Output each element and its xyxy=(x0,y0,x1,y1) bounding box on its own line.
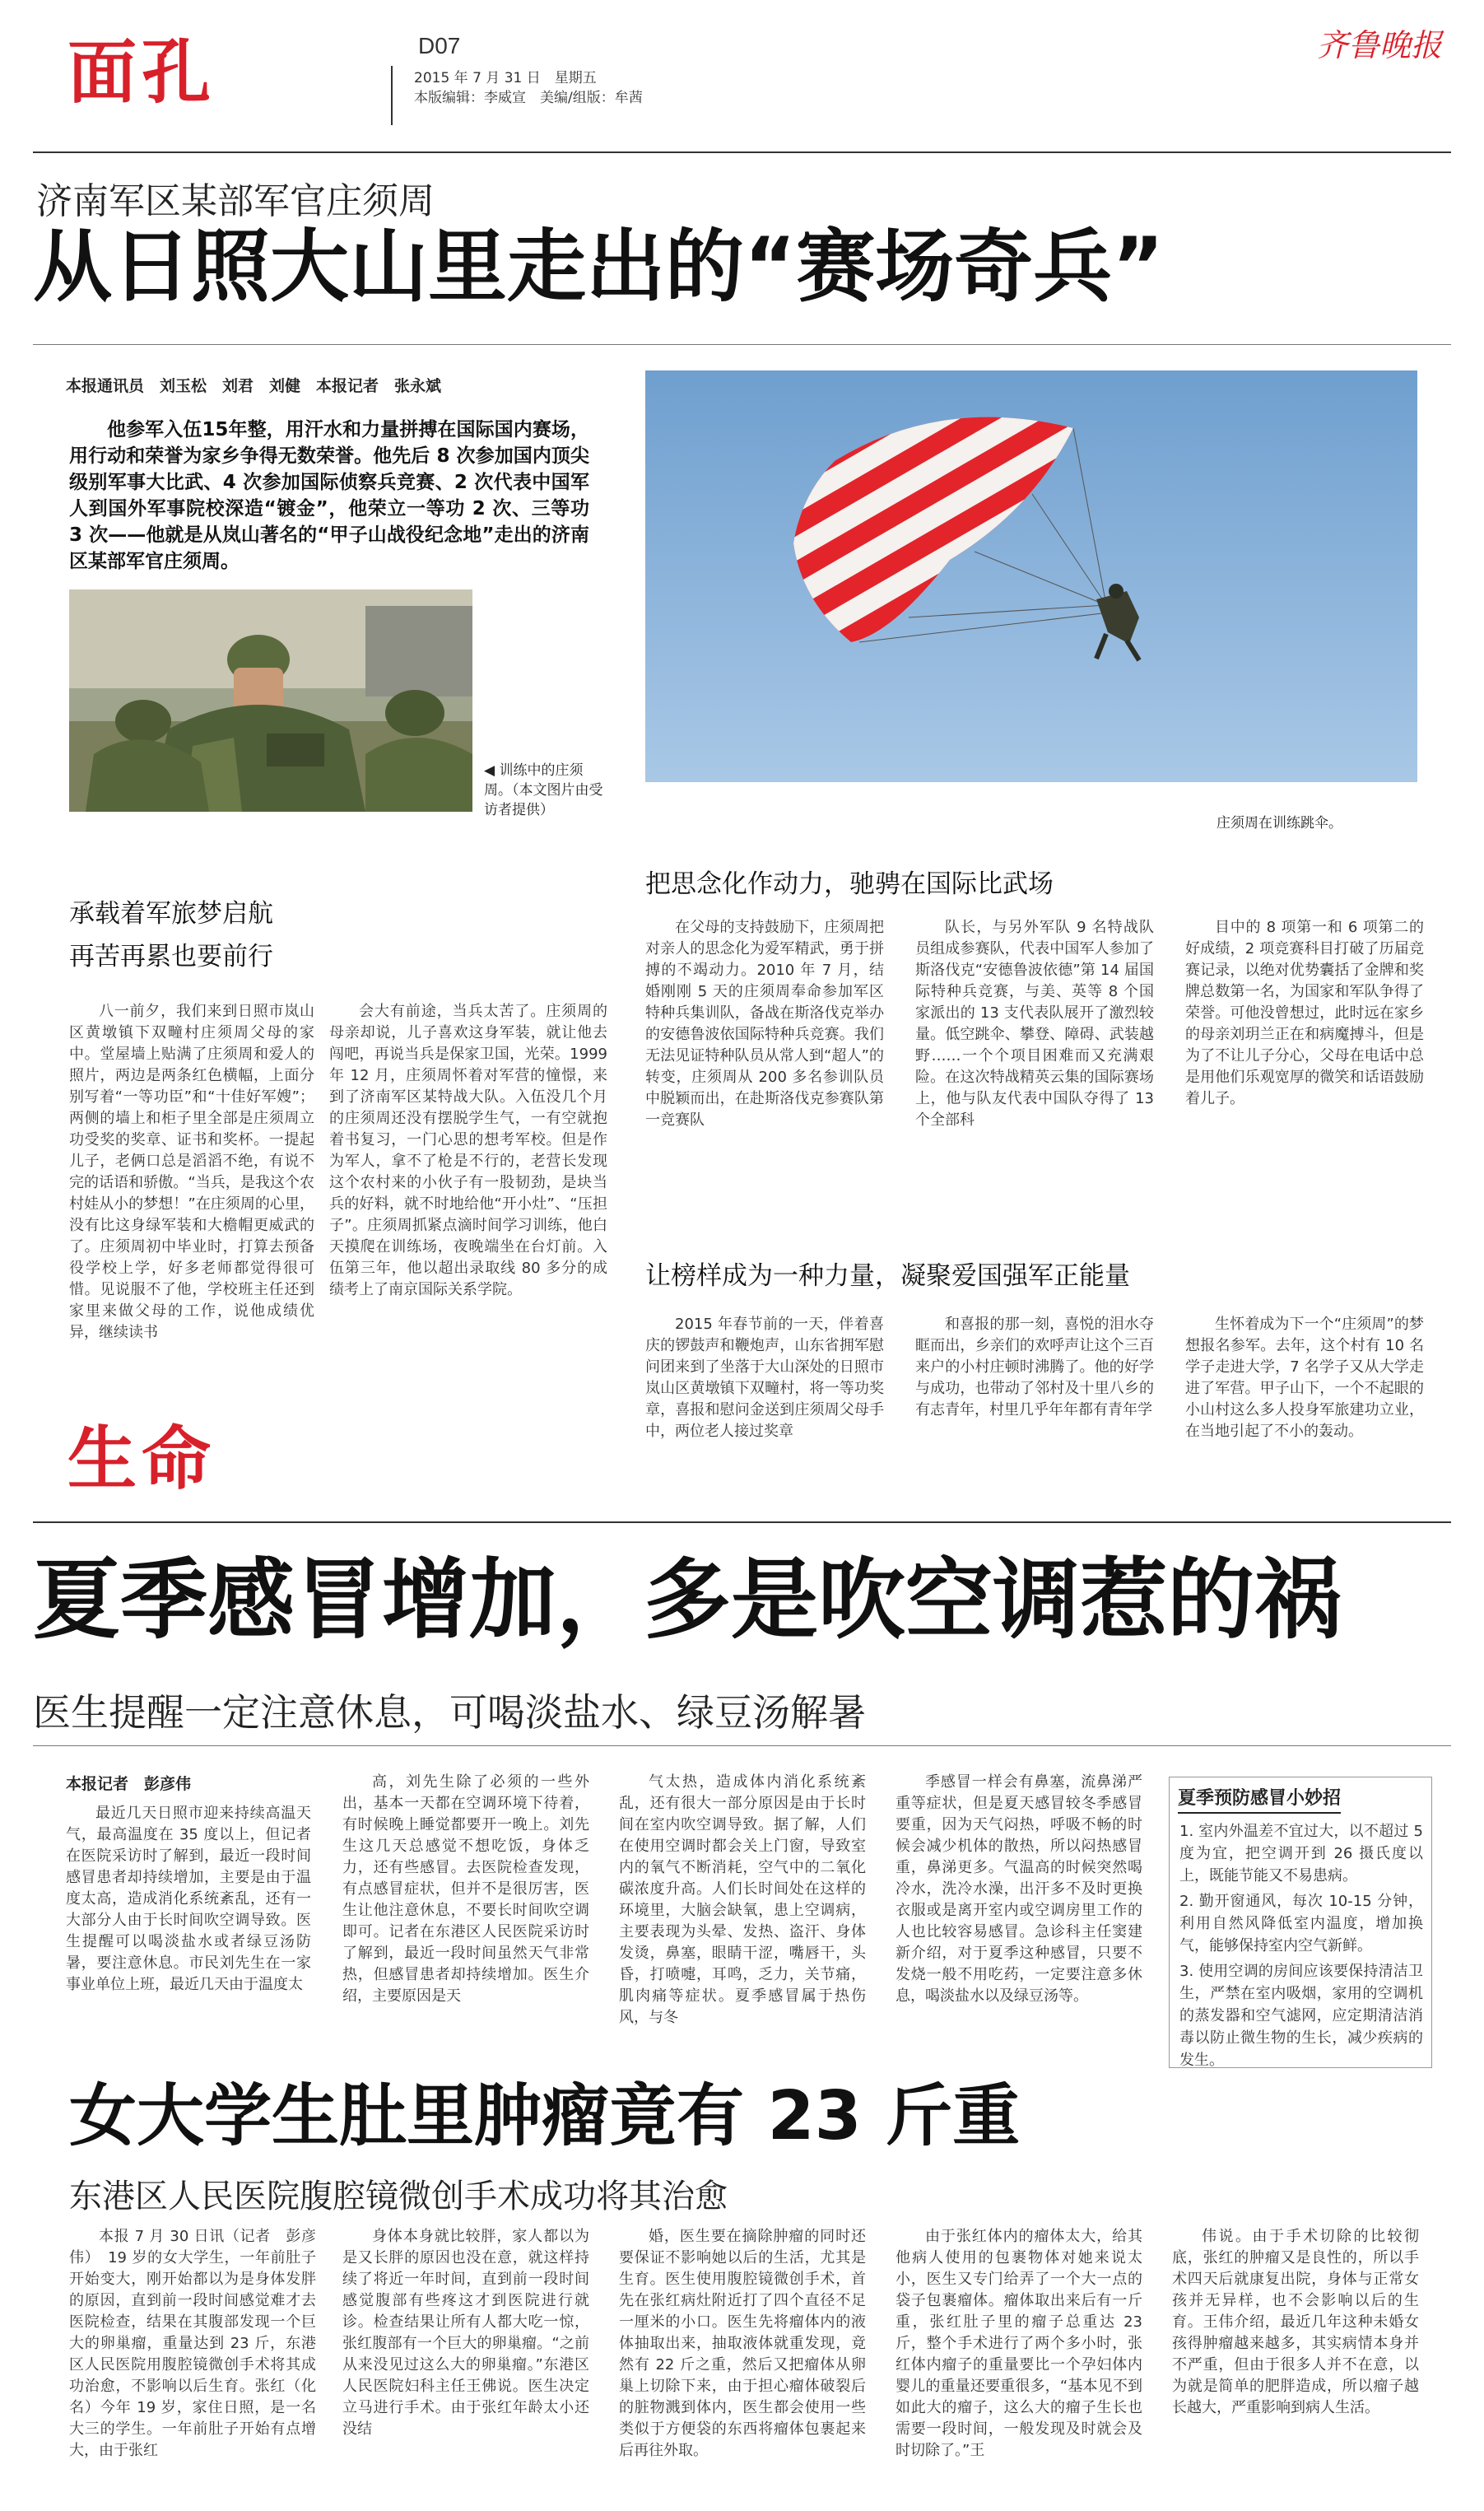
tip-item: 3. 使用空调的房间应该要保持清洁卫生，严禁在室内吸烟，家用的空调机的蒸发器和空气滤网，应定期清洁消毒以防止微生物的生长，减少疾病的发生。 xyxy=(1179,1963,1423,2069)
section2-column-1: 最近几天日照市迎来持续高温天气，最高温度在 35 度以上，但记者在医院采访时了解到，最近一段时间感冒患者却持续增加，主要是由于温度太高，造成消化系统紊乱，还有一大部分人由于长时间吹空调导致。医生提醒可以喝淡盐水或者绿豆汤防暑，要注意休息。市民刘先生在一家事业单位上班，最近几天由于温度太 xyxy=(66,1805,311,1993)
page-number: D07 xyxy=(418,33,461,58)
section2-headline: 夏季感冒增加，多是吹空调惹的祸 xyxy=(33,1549,1342,1651)
story3-column-2: 身体本身就比较胖，家人都以为是又长胖的原因也没在意，就这样持续了将近一年时间，直到前一段时间感觉腹部有些疼这才到医院进行就诊。检查结果让所有人都大吃一惊，张红腹部有一个巨大的卵巢瘤。“之前从来没见过这么大的卵巢瘤。”东港区人民医院妇科主任王佛说。医生决定立马进行手术。由于张红年龄太小还没结 xyxy=(342,2228,589,2438)
photo-parachute-training xyxy=(645,370,1417,782)
section-mark-faces: 面孔 xyxy=(67,32,216,113)
tips-box xyxy=(1169,1777,1432,2068)
story1-lead: 他参军入伍15年整，用汗水和力量拼搏在国际国内赛场，用行动和荣誉为家乡争得无数荣誉。他先后 8 次参加国内顶尖级别军事大比武、4 次参加国际侦察兵竞赛、2 次代表中国军人到国外军事院校深造“镀金”，他荣立一等功 2 次、三等功 3 次——他就是从岚山著名的“甲子山战役纪念地”走出的济南区某部军官庄须周。 xyxy=(69,419,589,572)
photo2-caption: 庄须周在训练跳伞。 xyxy=(1217,815,1342,832)
section3-column-2: 和喜报的那一刻，喜悦的泪水夺眶而出，乡亲们的欢呼声让这个三百来户的小村庄顿时沸腾了。他的好学与成功，也带动了邻村及十里八乡的有志青年，村里几乎年年都有青年学 xyxy=(915,1316,1154,1419)
story1-kicker: 济南军区某部军官庄须周 xyxy=(36,180,435,222)
section2-rule xyxy=(33,1521,1451,1523)
paper-logo: 齐鲁晚报 xyxy=(1317,27,1443,63)
section2-column-3: 气太热，造成体内消化系统紊乱，还有很大一部分原因是由于长时间在室内吹空调导致。据了解，人们在使用空调时都会关上门窗，导致室内的氧气不断消耗，空气中的二氧化碳浓度升高。人们长时间处在这样的环境里，大脑会缺氧，患上空调病，主要表现为头晕、发热、盗汗、身体发烫，鼻塞，眼睛干涩，嘴唇干，头昏，打喷嚏，耳鸣，乏力，关节痛，肌肉痛等症状。夏季感冒属于热伤风，与冬 xyxy=(619,1773,866,2026)
section2-column-3: 目中的 8 项第一和 6 项第二的好成绩，2 项竞赛科目打破了历届竞赛记录，以绝对优势囊括了金牌和奖牌总数第一名，为国家和军队争得了荣誉。可他没曾想过，此时远在家乡的母亲刘玥兰正在和病魔搏斗，但是为了不让儿子分心，父母在电话中总是用他们乐观宽厚的微笑和话语鼓励着儿子。 xyxy=(1185,919,1424,1107)
section2-column-1: 在父母的支持鼓励下，庄须周把对亲人的思念化为爱军精武，勇于拼搏的不竭动力。2010 年 7 月，结婚刚刚 5 天的庄须周奉命参加军区特种兵集训队，备战在斯洛伐克举办的安德鲁波依国际特种兵竞赛。我们无法见证特种队员从常人到“超人”的转变，庄须周从 200 多名参训队员中脱颖而出，在赴斯洛伐克参赛队第一竞赛队 xyxy=(645,919,884,1129)
story3-column-1: 本报 7 月 30 日讯（记者 彭彦伟） 19 岁的女大学生，一年前肚子开始变大，刚开始都以为是身体发胖的原因，直到前一段时间感觉难才去医院检查，结果在其腹部发现一个巨大的卵巢瘤，重量达到 23 斤，东港区人民医院用腹腔镜微创手术将其成功治愈，不影响以后生育。张红（化名）今年 19 岁，家住日照，是一名大三的学生。一年前肚子开始有点增大，由于张红 xyxy=(69,2228,316,2459)
section2-subrule xyxy=(33,1745,1451,1746)
tip-item: 2. 勤开窗通风，每次 10-15 分钟，利用自然风降低室内温度，增加换气，能够保持室内空气新鲜。 xyxy=(1179,1893,1423,1954)
story3-column-3: 婚，医生要在摘除肿瘤的同时还要保证不影响她以后的生活，尤其是生育。医生使用腹腔镜微创手术，首先在张红病灶附近打了四个直径不足一厘米的小口。医生先将瘤体内的液体抽取出来，抽取液体就重发现，竟然有 22 斤之重，然后又把瘤体从卵巢上切除下来，由于担心瘤体破裂后的脏物溅到体内，医生都会使用一些类似于方便袋的东西将瘤体包裹起来后再往外取。 xyxy=(619,2228,866,2459)
section1-title-line1: 承载着军旅梦启航 xyxy=(69,899,273,929)
tips-title: 夏季预防感冒小妙招 xyxy=(1178,1784,1341,1814)
section3-column-3: 生怀着成为下一个“庄须周”的梦想报名参军。去年，这个村有 10 名学子走进大学，7 名学子又从大学走进了军营。甲子山下，一个不起眼的小山村这么多人投身军旅建功立业，在当地引起了不小的轰动。 xyxy=(1185,1316,1424,1440)
section2-column-2: 高，刘先生除了必须的一些外出，基本一天都在空调环境下待着，有时候晚上睡觉都要开一晚上。刘先生这几天总感觉不想吃饭，身体乏力，还有些感冒。去医院检查发现，有点感冒症状，但并不是很厉害，医生让他注意休息，不要长时间吹空调即可。记者在东港区人民医院采访时了解到，最近一段时间虽然天气非常热，但感冒患者却持续增加。医生介绍，主要原因是天 xyxy=(342,1773,589,2005)
tip-item: 1. 室内外温差不宜过大，以不超过 5 度为宜，把空调开到 26 摄氏度以上，既能节能又不易患病。 xyxy=(1179,1823,1423,1884)
section2-column-4: 季感冒一样会有鼻塞，流鼻涕严重等症状，但是夏天感冒较冬季感冒要重，因为天气闷热，呼吸不畅的时候会减少机体的散热，所以闷热感冒重，鼻涕更多。气温高的时候突然喝冷水，洗冷水澡，出汗多不及时更换衣服或是离开室内或空调房里工作的人也比较容易感冒。急诊科主任窦建新介绍，对于夏季这种感冒，只要不发烧一般不用吃药，一定要注意多休息，喝淡盐水以及绿豆汤等。 xyxy=(896,1773,1142,2005)
masthead-rule xyxy=(33,151,1451,153)
section3-column-1: 2015 年春节前的一天，伴着喜庆的锣鼓声和鞭炮声，山东省拥军慰问团来到了坐落于大山深处的日照市岚山区黄墩镇下双疃村，将一等功奖章，喜报和慰问金送到庄须周父母手中，两位老人接过奖章 xyxy=(645,1316,884,1440)
section2-column-2: 队长，与另外军队 9 名特战队员组成参赛队，代表中国军人参加了斯洛伐克“安德鲁波依德”第 14 届国际特种兵竞赛，与美、英等 8 个国家派出的 13 支代表队展开了激烈较量。低空跳伞、攀登、障碍、武装越野……一个个项目困难而又充满艰险。在这次特战精英云集的国际赛场上，他与队友代表中国队夺得了 13 个全部科 xyxy=(915,919,1154,1129)
story1-byline: 本报通讯员 刘玉松 刘君 刘健 本报记者 张永斌 xyxy=(66,377,442,395)
section1-column-2: 会大有前途，当兵太苦了。庄须周的母亲却说，儿子喜欢这身军装，就让他去闯吧，再说当兵是保家卫国，光荣。1999 年 12 月，庄须周怀着对军营的憧憬，来到了济南军区某特战大队。入伍没几个月的庄须周还没有摆脱学生气，一有空就抱着书复习，一门心思的想考军校。但是作为军人，拿不了枪是不行的，老营长发现这个农村来的小伙子有一股韧劲，是块当兵的好料，就不时地给他“开小灶”、“压担子”。庄须周抓紧点滴时间学习训练，他白天摸爬在训练场，夜晚端坐在台灯前。入伍第三年，他以超出录取线 80 多分的成绩考上了南京国际关系学院。 xyxy=(329,1003,607,1298)
story3-subhead: 东港区人民医院腹腔镜微创手术成功将其治愈 xyxy=(69,2178,728,2215)
story3-column-5: 伟说。由于手术切除的比较彻底，张红的肿瘤又是良性的，所以手术四天后就康复出院，身体与正常女孩并无异样，也不会影响以后的生育。王伟介绍，最近几年这种未婚女孩得肿瘤越来越多，其实病情本身并不严重，但由于很多人并不在意，以为就是简单的肥胖造成，所以瘤子越长越大，严重影响到病人生活。 xyxy=(1172,2228,1419,2416)
story1-headline: 从日照大山里走出的“赛场奇兵” xyxy=(33,221,1165,313)
section3-title: 让榜样成为一种力量，凝聚爱国强军正能量 xyxy=(645,1261,1130,1291)
section2-subhead: 医生提醒一定注意休息，可喝淡盐水、绿豆汤解暑 xyxy=(33,1690,866,1735)
tips-list xyxy=(1179,1820,1423,2075)
masthead-divider xyxy=(391,66,393,125)
section2-byline: 本报记者 彭彦伟 xyxy=(66,1775,192,1793)
photo1-caption: ◀ 训练中的庄须周。（本文图片由受访者提供） xyxy=(484,762,603,818)
section-mark-life: 生命 xyxy=(67,1419,216,1499)
story3-column-4: 由于张红体内的瘤体太大，给其他病人使用的包裹物体对她来说太小，医生又专门给弄了一个大一点的袋子包裹瘤体。瘤体取出来后有一斤重，张红肚子里的瘤子总重达 23 斤，整个手术进行了两个多小时，张红体内瘤子的重量要比一个孕妇体内婴儿的重量还要重很多，“基本见不到如此大的瘤子，这么大的瘤子生长也需要一段时间，一般发现及时就会及时切除了。”王 xyxy=(896,2228,1142,2459)
photo-soldiers-training xyxy=(69,589,472,812)
story1-rule xyxy=(33,344,1451,345)
section1-title-line2: 再苦再累也要前行 xyxy=(69,942,273,971)
story3-headline: 女大学生肚里肿瘤竟有 23 斤重 xyxy=(69,2077,1021,2155)
section1-column-1: 八一前夕，我们来到日照市岚山区黄墩镇下双疃村庄须周父母的家中。堂屋墙上贴满了庄须周和爱人的照片，两边是两条红色横幅，上面分别写着“一等功臣”和“十佳好军嫂”；两侧的墙上和柜子里全部是庄须周立功受奖的奖章、证书和奖杯。一提起儿子，老俩口总是滔滔不绝，有说不完的话语和骄傲。“当兵，是我这个农村娃从小的梦想！”在庄须周的心里，没有比这身绿军装和大檐帽更威武的了。庄须周初中毕业时，打算去预备役学校上学，好多老师都觉得很可惜。见说服不了他，学校班主任还到家里来做父母的工作，说他成绩优异，继续读书 xyxy=(69,1003,314,1341)
page-editors: 本版编辑：李威宣 美编/组版：牟茜 xyxy=(414,90,643,106)
section2-title: 把思念化作动力，驰骋在国际比武场 xyxy=(645,869,1054,899)
issue-date: 2015 年 7 月 31 日 星期五 xyxy=(414,70,597,86)
